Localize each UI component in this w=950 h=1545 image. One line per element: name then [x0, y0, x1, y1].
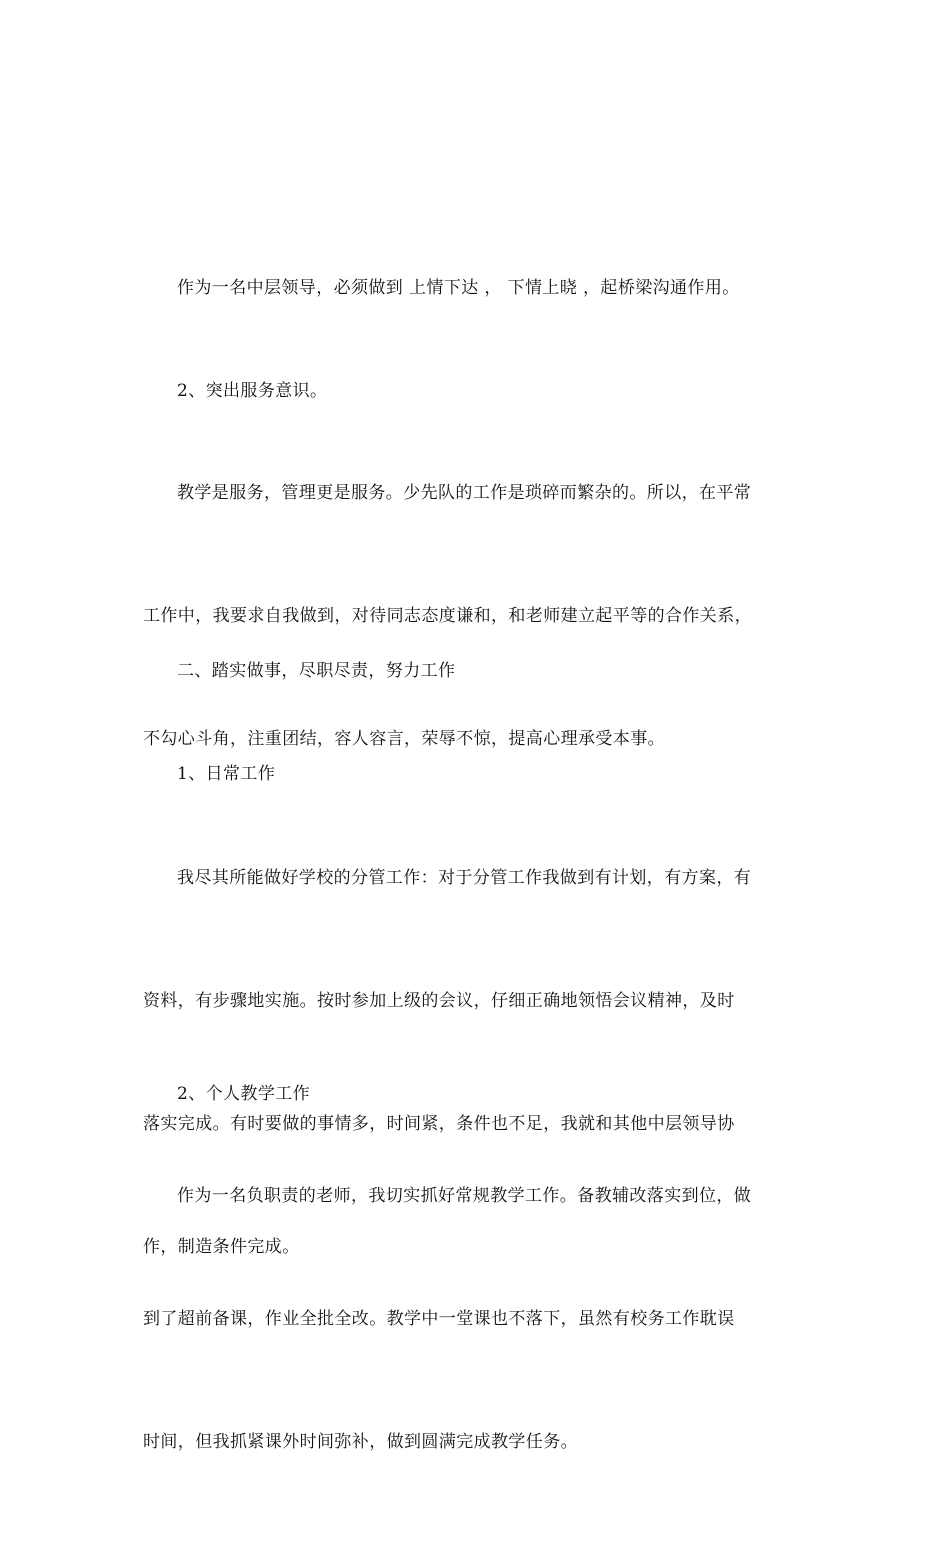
- text-line: 2、个人教学工作: [177, 1084, 311, 1104]
- text-line: 作，制造条件完成。: [143, 1237, 300, 1257]
- text-line: 工作中，我要求自我做到，对待同志态度谦和，和老师建立起平等的合作关系，: [143, 606, 752, 626]
- text-line: 资料，有步骤地实施。按时参加上级的会议，仔细正确地领悟会议精神，及时: [143, 991, 735, 1011]
- text-line: 1、日常工作: [177, 764, 276, 784]
- text-line: 到了超前备课，作业全批全改。教学中一堂课也不落下，虽然有校务工作耽误: [143, 1309, 735, 1329]
- text-line: 不勾心斗角，注重团结，容人容言，荣辱不惊，提高心理承受本事。: [143, 729, 665, 749]
- text-line: 落实完成。有时要做的事情多，时间紧，条件也不足，我就和其他中层领导协: [143, 1114, 735, 1134]
- text-line: 教学是服务，管理更是服务。少先队的工作是琐碎而繁杂的。所以，在平常: [177, 483, 752, 503]
- paragraph-personal-teaching: [143, 1094, 807, 1545]
- text-line: 2、突出服务意识。: [177, 381, 328, 401]
- text-line: 时间，但我抓紧课外时间弥补，做到圆满完成教学任务。: [143, 1432, 578, 1452]
- text-line: 作为一名中层领导，必须做到 上情下达 ， 下情上晓 ，起桥梁沟通作用。: [177, 278, 740, 298]
- text-line: 二、踏实做事，尽职尽责，努力工作: [177, 661, 456, 681]
- text-line: 作为一名负职责的老师，我切实抓好常规教学工作。备教辅改落实到位，做: [177, 1186, 752, 1206]
- text-line: 我尽其所能做好学校的分管工作：对于分管工作我做到有计划，有方案，有: [177, 868, 752, 888]
